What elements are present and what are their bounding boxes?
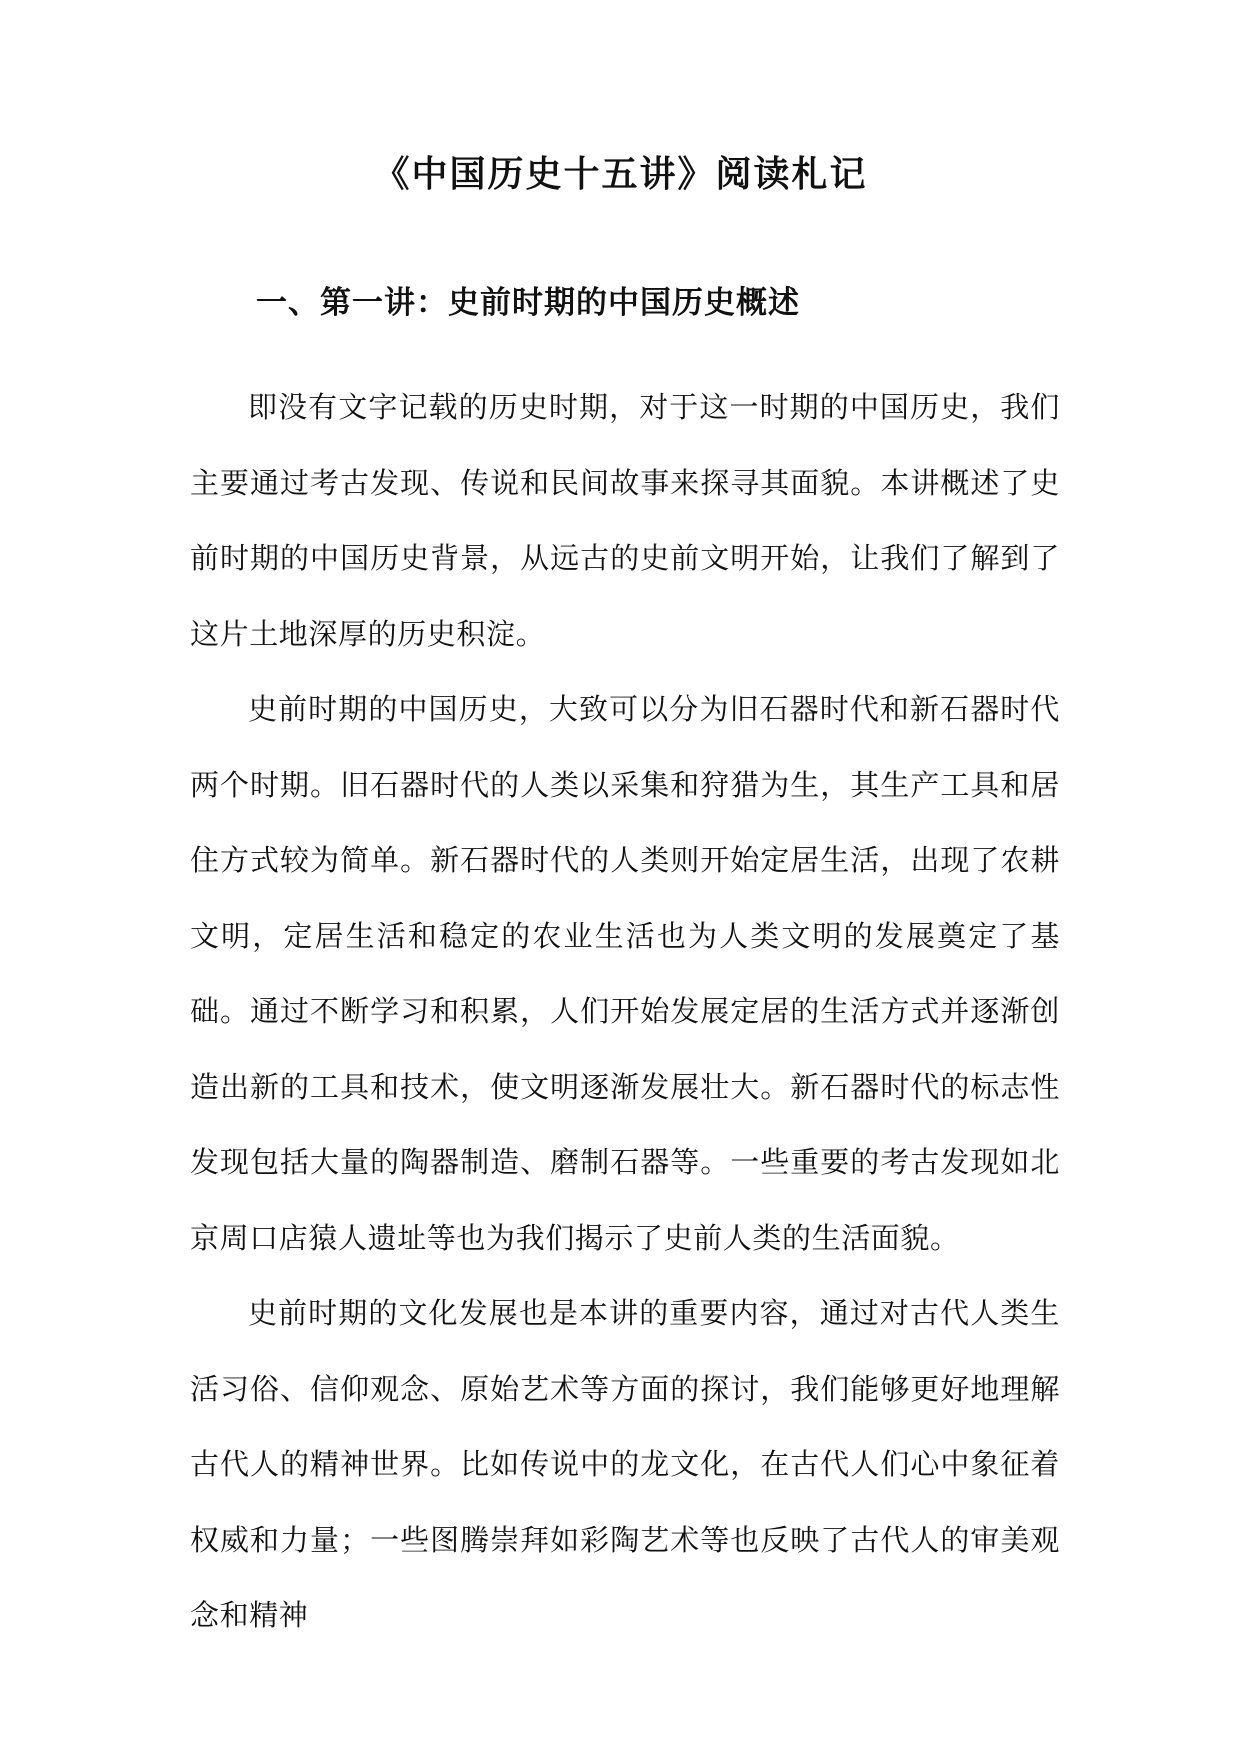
paragraph: 史前时期的文化发展也是本讲的重要内容，通过对古代人类生活习俗、信仰观念、原始艺术等方面的探讨，我们能够更好地理解古代人的精神世界。比如传说中的龙文化，在古代人们心中象征着权威和力量；一些图腾崇拜如彩陶艺术等也反映了古代人的审美观念和精神: [190, 1296, 1060, 1632]
document-title: 《中国历史十五讲》阅读札记: [373, 154, 868, 195]
section-heading: 一、第一讲：史前时期的中国历史概述: [256, 285, 800, 321]
body-text: [190, 370, 1060, 1654]
paragraph: 史前时期的中国历史，大致可以分为旧石器时代和新石器时代两个时期。旧石器时代的人类以采集和狩猎为生，其生产工具和居住方式较为简单。新石器时代的人类则开始定居生活，出现了农耕文明，定居生活和稳定的农业生活也为人类文明的发展奠定了基础。通过不断学习和积累，人们开始发展定居的生活方式并逐渐创造出新的工具和技术，使文明逐渐发展壮大。新石器时代的标志性发现包括大量的陶器制造、磨制石器等。一些重要的考古发现如北京周口店猿人遗址等也为我们揭示了史前人类的生活面貌。: [190, 692, 1060, 1255]
paragraph: 即没有文字记载的历史时期，对于这一时期的中国历史，我们主要通过考古发现、传说和民间故事来探寻其面貌。本讲概述了史前时期的中国历史背景，从远古的史前文明开始，让我们了解到了这片土地深厚的历史积淀。: [190, 390, 1060, 651]
